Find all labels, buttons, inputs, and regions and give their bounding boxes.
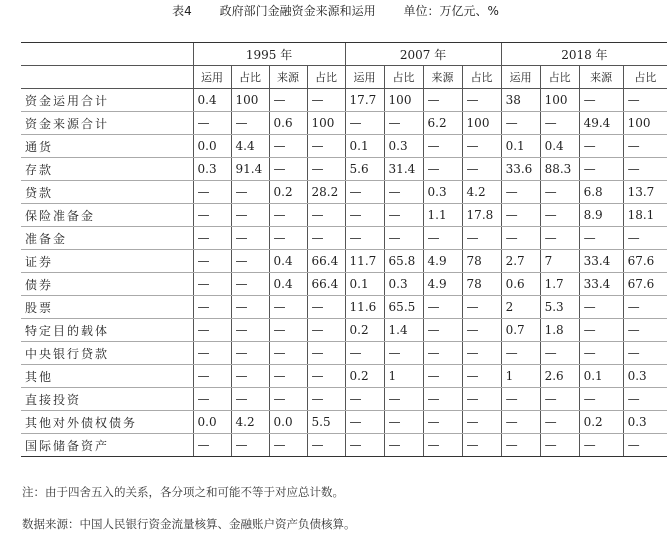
table-row: [21, 388, 667, 411]
table-cell: —: [423, 158, 462, 181]
table-cell: —: [501, 227, 540, 250]
table-cell: 1: [384, 365, 423, 388]
sub-header-cell: 占比: [540, 66, 579, 89]
table-cell: —: [462, 434, 501, 457]
row-label: 其他: [21, 365, 193, 388]
year-header: 2007 年: [345, 43, 501, 66]
table-cell: —: [193, 181, 231, 204]
row-label: 直接投资: [21, 388, 193, 411]
table-cell: —: [345, 112, 384, 135]
table-cell: —: [540, 112, 579, 135]
table-cell: —: [579, 388, 623, 411]
table-cell: 0.0: [193, 411, 231, 434]
table-cell: 65.5: [384, 296, 423, 319]
table-cell: —: [307, 204, 345, 227]
table-cell: 17.8: [462, 204, 501, 227]
table-cell: —: [540, 181, 579, 204]
table-cell: —: [384, 112, 423, 135]
table-cell: —: [579, 89, 623, 112]
table-cell: —: [540, 434, 579, 457]
table-cell: —: [579, 434, 623, 457]
table-cell: —: [193, 250, 231, 273]
table-cell: —: [462, 227, 501, 250]
table-cell: —: [269, 227, 307, 250]
table-cell: —: [345, 411, 384, 434]
table-cell: 0.3: [423, 181, 462, 204]
rounding-note: 注：由于四舍五入的关系，各分项之和可能不等于对应总计数。: [22, 485, 344, 499]
table-unit: 单位：万亿元、%: [403, 4, 499, 18]
table-cell: —: [423, 296, 462, 319]
table-cell: —: [269, 388, 307, 411]
table-cell: —: [193, 204, 231, 227]
table-cell: —: [269, 319, 307, 342]
table-cell: —: [269, 434, 307, 457]
table-cell: —: [462, 365, 501, 388]
table-cell: 2.6: [540, 365, 579, 388]
table-row: [21, 250, 667, 273]
table-cell: —: [231, 319, 269, 342]
table-cell: 5.6: [345, 158, 384, 181]
table-cell: —: [307, 158, 345, 181]
table-cell: —: [540, 342, 579, 365]
table-cell: —: [462, 296, 501, 319]
sub-header-cell: 占比: [462, 66, 501, 89]
table-cell: —: [307, 227, 345, 250]
table-cell: —: [193, 296, 231, 319]
table-cell: 1: [501, 365, 540, 388]
table-cell: —: [231, 342, 269, 365]
sub-header-cell: 占比: [623, 66, 667, 89]
table-cell: 13.7: [623, 181, 667, 204]
table-cell: —: [423, 135, 462, 158]
table-cell: 33.4: [579, 250, 623, 273]
table-cell: —: [231, 365, 269, 388]
table-cell: —: [423, 411, 462, 434]
table-cell: 4.2: [462, 181, 501, 204]
table-cell: —: [269, 296, 307, 319]
table-cell: —: [269, 204, 307, 227]
table-cell: 0.2: [345, 365, 384, 388]
row-label: 国际储备资产: [21, 434, 193, 457]
table-cell: 5.3: [540, 296, 579, 319]
table-cell: —: [231, 181, 269, 204]
table-cell: —: [501, 112, 540, 135]
table-cell: 11.6: [345, 296, 384, 319]
table-cell: 0.0: [193, 135, 231, 158]
table-cell: 0.1: [579, 365, 623, 388]
table-cell: —: [579, 342, 623, 365]
table-cell: —: [623, 434, 667, 457]
table-title-text: 政府部门金融资金来源和运用: [219, 4, 376, 18]
table-cell: 2: [501, 296, 540, 319]
table-cell: 0.3: [623, 365, 667, 388]
table-cell: 1.7: [540, 273, 579, 296]
table-cell: —: [231, 250, 269, 273]
table-row: [21, 434, 667, 457]
table-cell: —: [579, 135, 623, 158]
table-cell: 33.4: [579, 273, 623, 296]
table-cell: 0.6: [269, 112, 307, 135]
table-cell: 6.8: [579, 181, 623, 204]
table-cell: 18.1: [623, 204, 667, 227]
table-cell: 6.2: [423, 112, 462, 135]
corner-cell: [21, 66, 193, 89]
table-cell: 100: [384, 89, 423, 112]
table-cell: —: [501, 181, 540, 204]
table-row: [21, 204, 667, 227]
table-cell: —: [540, 227, 579, 250]
table-cell: —: [231, 273, 269, 296]
table-cell: —: [623, 342, 667, 365]
table-cell: 0.4: [193, 89, 231, 112]
table-cell: 0.3: [384, 135, 423, 158]
table-cell: —: [231, 112, 269, 135]
row-label: 准备金: [21, 227, 193, 250]
table-cell: 0.7: [501, 319, 540, 342]
table-cell: —: [423, 434, 462, 457]
table-row: [21, 319, 667, 342]
year-header: 2018 年: [501, 43, 667, 66]
table-cell: 28.2: [307, 181, 345, 204]
table-cell: —: [501, 434, 540, 457]
row-label: 存款: [21, 158, 193, 181]
table-cell: —: [579, 296, 623, 319]
table-cell: —: [579, 319, 623, 342]
table-row: [21, 296, 667, 319]
table-cell: —: [193, 112, 231, 135]
table-cell: —: [345, 388, 384, 411]
row-label: 保险准备金: [21, 204, 193, 227]
table-cell: —: [423, 388, 462, 411]
table-row: [21, 158, 667, 181]
table-cell: —: [193, 342, 231, 365]
table-cell: 78: [462, 273, 501, 296]
table-cell: 1.1: [423, 204, 462, 227]
table-cell: —: [231, 204, 269, 227]
table-cell: 0.2: [579, 411, 623, 434]
table-cell: —: [423, 89, 462, 112]
table-cell: 0.1: [345, 273, 384, 296]
table-cell: —: [231, 434, 269, 457]
table-cell: —: [345, 342, 384, 365]
table-cell: —: [193, 319, 231, 342]
table-cell: 66.4: [307, 250, 345, 273]
table-cell: 4.4: [231, 135, 269, 158]
table-cell: —: [423, 227, 462, 250]
row-label: 特定目的载体: [21, 319, 193, 342]
table-cell: 100: [231, 89, 269, 112]
table-cell: —: [623, 296, 667, 319]
table-cell: —: [423, 342, 462, 365]
source-note: 数据来源：中国人民银行资金流量核算、金融账户资产负债核算。: [22, 517, 356, 531]
table-cell: 78: [462, 250, 501, 273]
table-cell: —: [307, 342, 345, 365]
table-cell: —: [462, 342, 501, 365]
table-cell: —: [623, 89, 667, 112]
table-row: [21, 112, 667, 135]
table-cell: —: [501, 342, 540, 365]
table-cell: 0.6: [501, 273, 540, 296]
table-cell: 100: [623, 112, 667, 135]
table-cell: 0.3: [384, 273, 423, 296]
table-cell: 49.4: [579, 112, 623, 135]
table-row: [21, 135, 667, 158]
table-cell: 100: [540, 89, 579, 112]
table-cell: —: [269, 135, 307, 158]
table-cell: —: [384, 388, 423, 411]
table-row: [21, 411, 667, 434]
table-cell: —: [384, 434, 423, 457]
funds-table: [21, 42, 667, 457]
table-cell: —: [384, 181, 423, 204]
table-cell: —: [423, 365, 462, 388]
sub-header-row: [21, 66, 667, 89]
table-cell: —: [269, 365, 307, 388]
table-cell: —: [307, 388, 345, 411]
table-title: [0, 2, 671, 19]
table-cell: 31.4: [384, 158, 423, 181]
table-cell: —: [384, 411, 423, 434]
year-header: 1995 年: [193, 43, 345, 66]
table-cell: 66.4: [307, 273, 345, 296]
table-cell: 0.0: [269, 411, 307, 434]
table-cell: —: [307, 319, 345, 342]
table-cell: 33.6: [501, 158, 540, 181]
table-cell: —: [193, 434, 231, 457]
sub-header-cell: 运用: [501, 66, 540, 89]
sub-header-cell: 来源: [423, 66, 462, 89]
table-cell: 0.2: [269, 181, 307, 204]
table-cell: —: [231, 388, 269, 411]
table-cell: —: [193, 365, 231, 388]
table-cell: 88.3: [540, 158, 579, 181]
table-cell: 67.6: [623, 250, 667, 273]
table-cell: —: [623, 388, 667, 411]
table-cell: —: [384, 342, 423, 365]
table-cell: —: [269, 342, 307, 365]
table-cell: 67.6: [623, 273, 667, 296]
table-cell: 0.1: [345, 135, 384, 158]
table-row: [21, 342, 667, 365]
table-cell: —: [269, 158, 307, 181]
sub-header-cell: 运用: [345, 66, 384, 89]
corner-cell: [21, 43, 193, 66]
table-cell: —: [345, 227, 384, 250]
table-cell: 0.3: [193, 158, 231, 181]
table-cell: —: [193, 388, 231, 411]
table-cell: —: [623, 319, 667, 342]
sub-header-cell: 来源: [579, 66, 623, 89]
table-cell: —: [501, 388, 540, 411]
row-label: 资金运用合计: [21, 89, 193, 112]
table-cell: —: [579, 227, 623, 250]
table-cell: —: [462, 388, 501, 411]
table-cell: 1.4: [384, 319, 423, 342]
row-label: 资金来源合计: [21, 112, 193, 135]
table-cell: —: [384, 227, 423, 250]
table-cell: 100: [462, 112, 501, 135]
table-cell: 5.5: [307, 411, 345, 434]
table-row: [21, 273, 667, 296]
table-cell: —: [193, 227, 231, 250]
sub-header-cell: 占比: [384, 66, 423, 89]
table-cell: —: [501, 204, 540, 227]
table-number: 表4: [172, 4, 192, 18]
table-cell: —: [623, 227, 667, 250]
sub-header-cell: 运用: [193, 66, 231, 89]
row-label: 贷款: [21, 181, 193, 204]
table-cell: —: [231, 296, 269, 319]
table-cell: —: [345, 204, 384, 227]
table-cell: 0.2: [345, 319, 384, 342]
table-row: [21, 227, 667, 250]
table-cell: 7: [540, 250, 579, 273]
table-cell: —: [307, 365, 345, 388]
table-cell: —: [462, 135, 501, 158]
table-cell: 65.8: [384, 250, 423, 273]
row-label: 通货: [21, 135, 193, 158]
sub-header-cell: 来源: [269, 66, 307, 89]
table-cell: 4.9: [423, 273, 462, 296]
year-header-row: [21, 43, 667, 66]
row-label: 证券: [21, 250, 193, 273]
row-label: 股票: [21, 296, 193, 319]
table-row: [21, 365, 667, 388]
table-cell: —: [384, 204, 423, 227]
table-cell: 1.8: [540, 319, 579, 342]
table-cell: —: [193, 273, 231, 296]
table-cell: 0.3: [623, 411, 667, 434]
table-cell: —: [269, 89, 307, 112]
table-cell: 100: [307, 112, 345, 135]
table-cell: 0.1: [501, 135, 540, 158]
table-cell: 0.4: [269, 250, 307, 273]
row-label: 中央银行贷款: [21, 342, 193, 365]
table-cell: —: [579, 158, 623, 181]
table-cell: 4.2: [231, 411, 269, 434]
table-cell: 4.9: [423, 250, 462, 273]
table-cell: —: [462, 158, 501, 181]
table-cell: 38: [501, 89, 540, 112]
table-cell: —: [462, 411, 501, 434]
table-cell: 0.4: [269, 273, 307, 296]
sub-header-cell: 占比: [307, 66, 345, 89]
table-cell: —: [423, 319, 462, 342]
table-cell: —: [462, 89, 501, 112]
table-cell: —: [540, 411, 579, 434]
table-cell: —: [623, 158, 667, 181]
table-cell: 0.4: [540, 135, 579, 158]
table-row: [21, 89, 667, 112]
row-label: 债券: [21, 273, 193, 296]
table-cell: —: [501, 411, 540, 434]
sub-header-cell: 占比: [231, 66, 269, 89]
table-cell: 8.9: [579, 204, 623, 227]
table-cell: —: [307, 296, 345, 319]
table-cell: —: [462, 319, 501, 342]
table-cell: —: [623, 135, 667, 158]
table-cell: —: [345, 434, 384, 457]
table-cell: —: [345, 181, 384, 204]
table-cell: —: [231, 227, 269, 250]
table-row: [21, 181, 667, 204]
table-cell: —: [307, 434, 345, 457]
table-cell: —: [540, 204, 579, 227]
table-cell: 17.7: [345, 89, 384, 112]
table-cell: 2.7: [501, 250, 540, 273]
table-cell: 11.7: [345, 250, 384, 273]
row-label: 其他对外债权债务: [21, 411, 193, 434]
table-cell: 91.4: [231, 158, 269, 181]
table-cell: —: [307, 135, 345, 158]
table-cell: —: [307, 89, 345, 112]
table-cell: —: [540, 388, 579, 411]
